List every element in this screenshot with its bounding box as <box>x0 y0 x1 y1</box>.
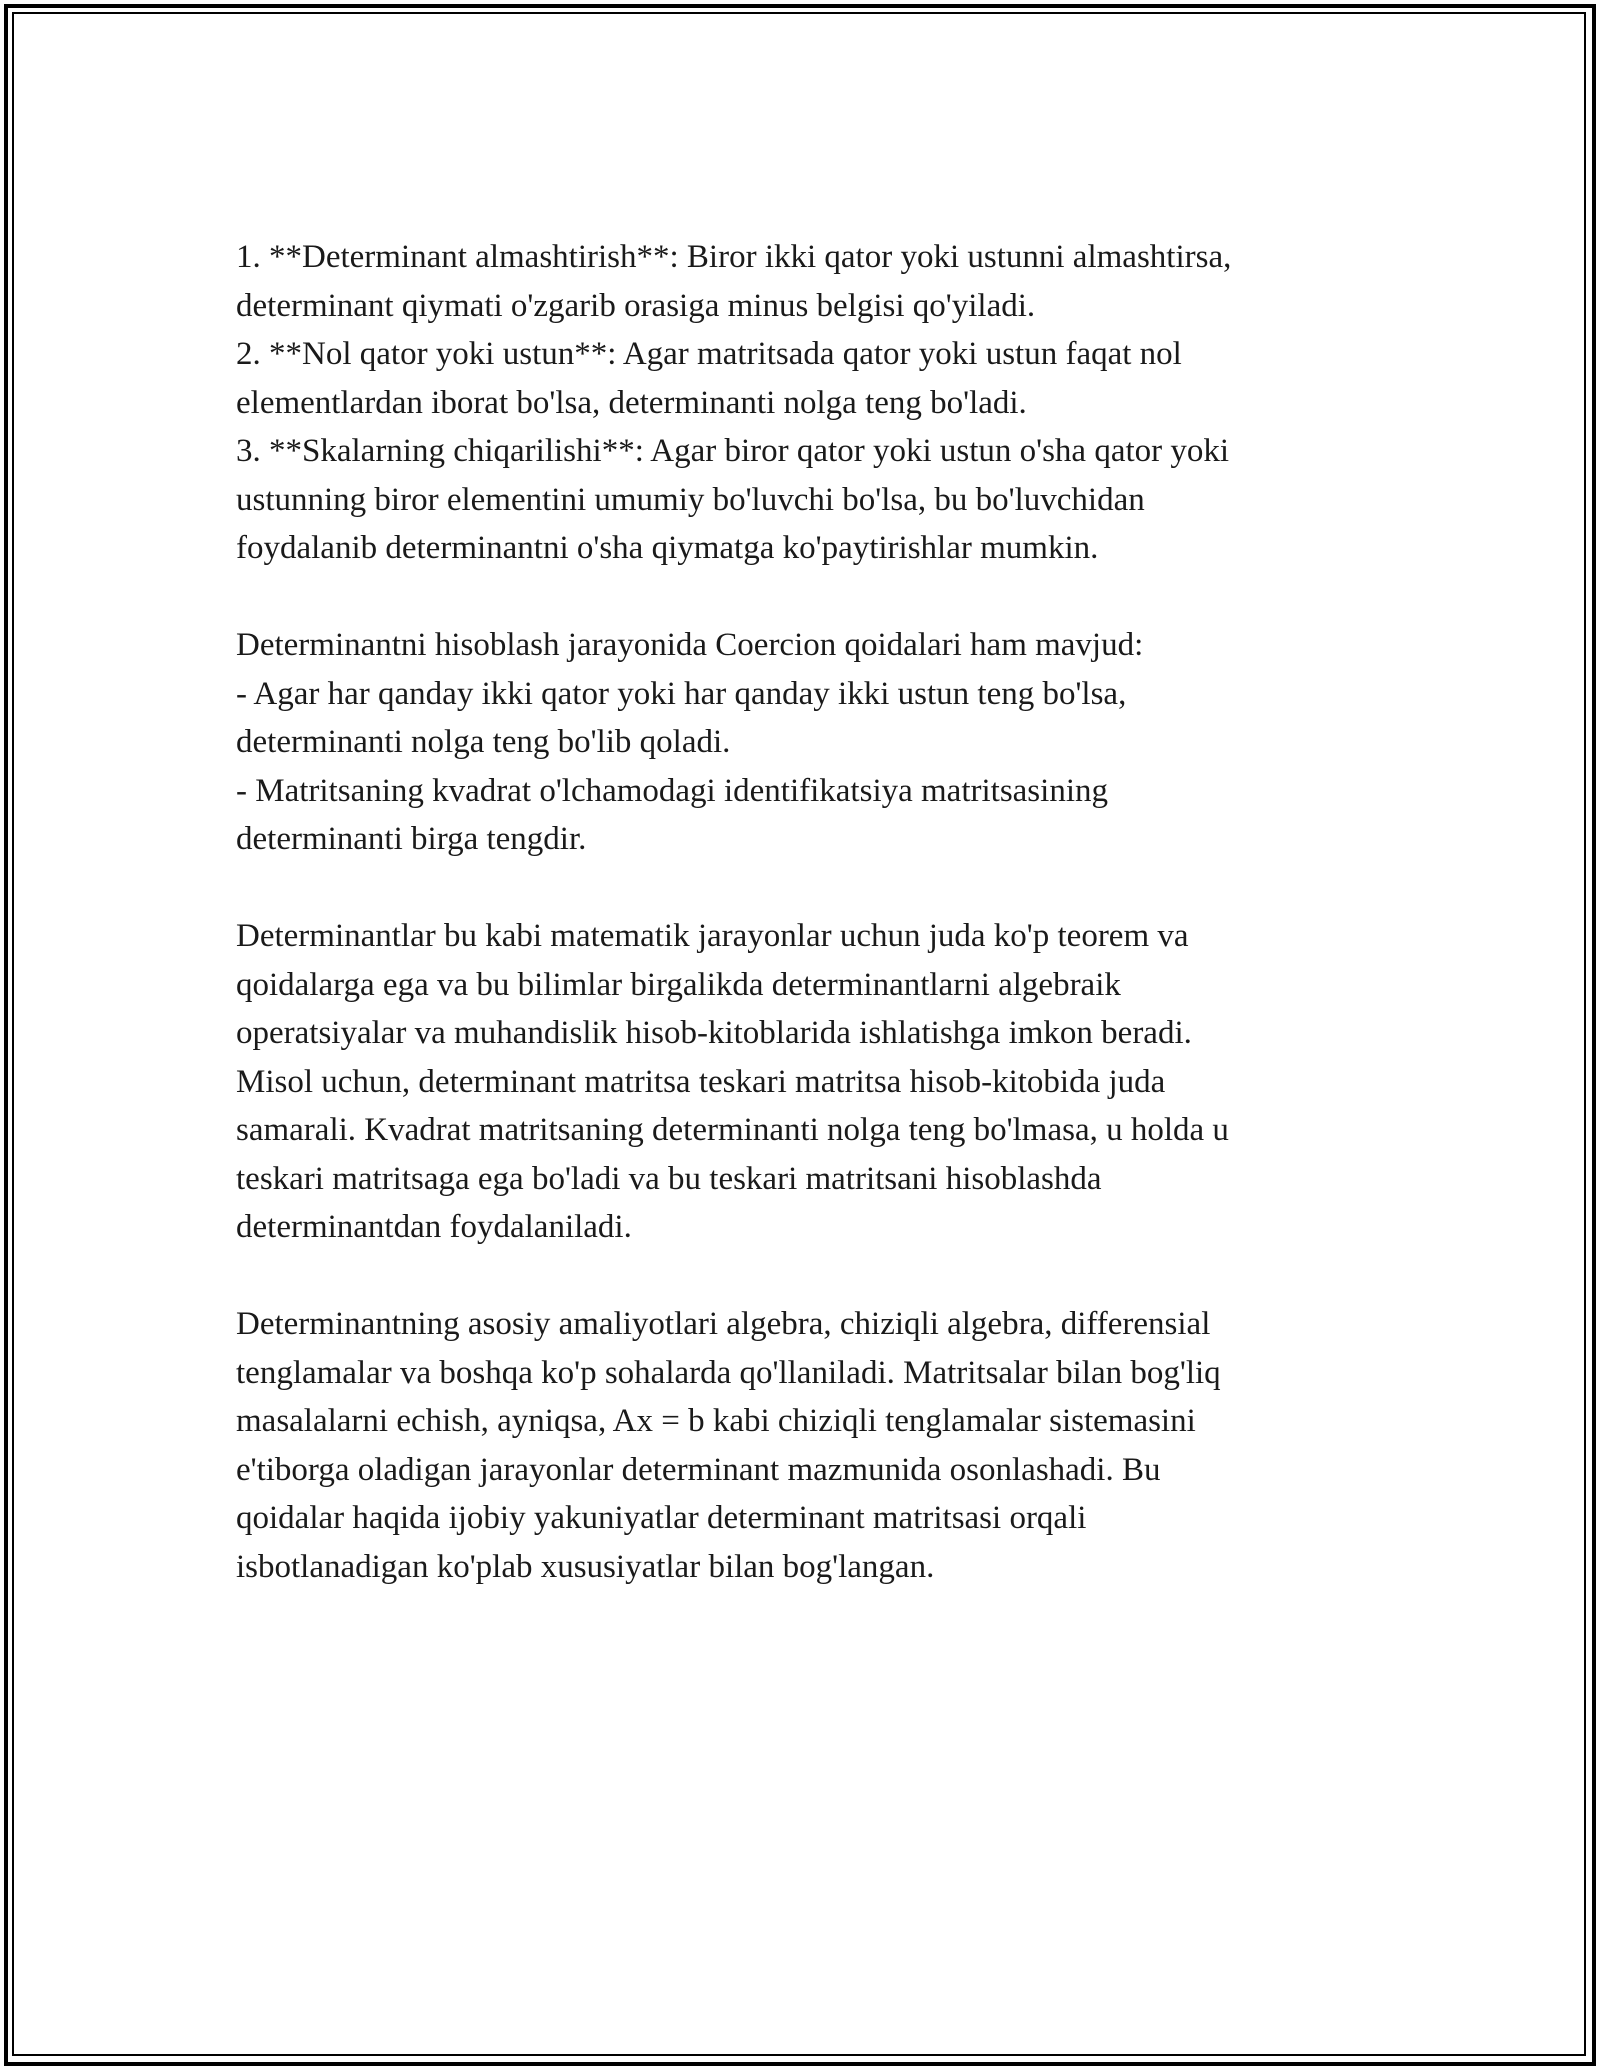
paragraph-gap <box>236 573 1376 622</box>
text-line: 2. **Nol qator yoki ustun**: Agar matritsada qator yoki ustun faqat nol <box>236 336 1182 372</box>
text-line: 3. **Skalarning chiqarilishi**: Agar biror qator yoki ustun o'sha qator yoki <box>236 433 1230 469</box>
text-line: Determinantlar bu kabi matematik jarayonlar uchun juda ko'p teorem va <box>236 918 1189 954</box>
text-line: samarali. Kvadrat matritsaning determinanti nolga teng bo'lmasa, u holda u <box>236 1112 1229 1148</box>
text-line: masalalarni echish, ayniqsa, Ax = b kabi chiziqli tenglamalar sistemasini <box>236 1403 1196 1439</box>
text-line: ustunning biror elementini umumiy bo'luvchi bo'lsa, bu bo'luvchidan <box>236 481 1145 518</box>
text-line: Misol uchun, determinant matritsa teskari matritsa hisob-kitobida juda <box>236 1063 1166 1100</box>
text-line: Determinantni hisoblash jarayonida Coercion qoidalari ham mavjud: <box>236 627 1144 663</box>
text-line: qoidalarga ega va bu bilimlar birgalikda determinantlarni algebraik <box>236 966 1121 1003</box>
text-line: determinantdan foydalaniladi. <box>236 1209 632 1245</box>
text-line: isbotlanadigan ko'plab xususiyatlar bilan bog'langan. <box>236 1548 935 1585</box>
text-line: determinanti birga tengdir. <box>236 821 587 857</box>
paragraph-gap <box>236 864 1376 913</box>
text-line: Determinantning asosiy amaliyotlari algebra, chiziqli algebra, differensial <box>236 1306 1211 1342</box>
text-line: e'tiborga oladigan jarayonlar determinant mazmunida osonlashadi. Bu <box>236 1451 1161 1488</box>
text-line: determinanti nolga teng bo'lib qoladi. <box>236 724 731 760</box>
document-body <box>236 233 1376 1591</box>
text-line: teskari matritsaga ega bo'ladi va bu teskari matritsani hisoblashda <box>236 1160 1102 1197</box>
text-line: foydalanib determinantni o'sha qiymatga ko'paytirishlar mumkin. <box>236 530 1099 566</box>
text-line: qoidalar haqida ijobiy yakuniyatlar determinant matritsasi orqali <box>236 1500 1087 1536</box>
text-line: - Matritsaning kvadrat o'lchamodagi identifikatsiya matritsasining <box>236 772 1108 809</box>
text-line: tenglamalar va boshqa ko'p sohalarda qo'llaniladi. Matritsalar bilan bog'liq <box>236 1354 1221 1391</box>
text-line: elementlardan iborat bo'lsa, determinanti nolga teng bo'ladi. <box>236 384 1027 421</box>
paragraph-gap <box>236 1252 1376 1301</box>
text-line: - Agar har qanday ikki qator yoki har qanday ikki ustun teng bo'lsa, <box>236 675 1127 712</box>
text-line: determinant qiymati o'zgarib orasiga minus belgisi qo'yiladi. <box>236 287 1036 324</box>
text-line: operatsiyalar va muhandislik hisob-kitoblarida ishlatishga imkon beradi. <box>236 1015 1192 1051</box>
text-line: 1. **Determinant almashtirish**: Biror ikki qator yoki ustunni almashtirsa, <box>236 239 1232 275</box>
